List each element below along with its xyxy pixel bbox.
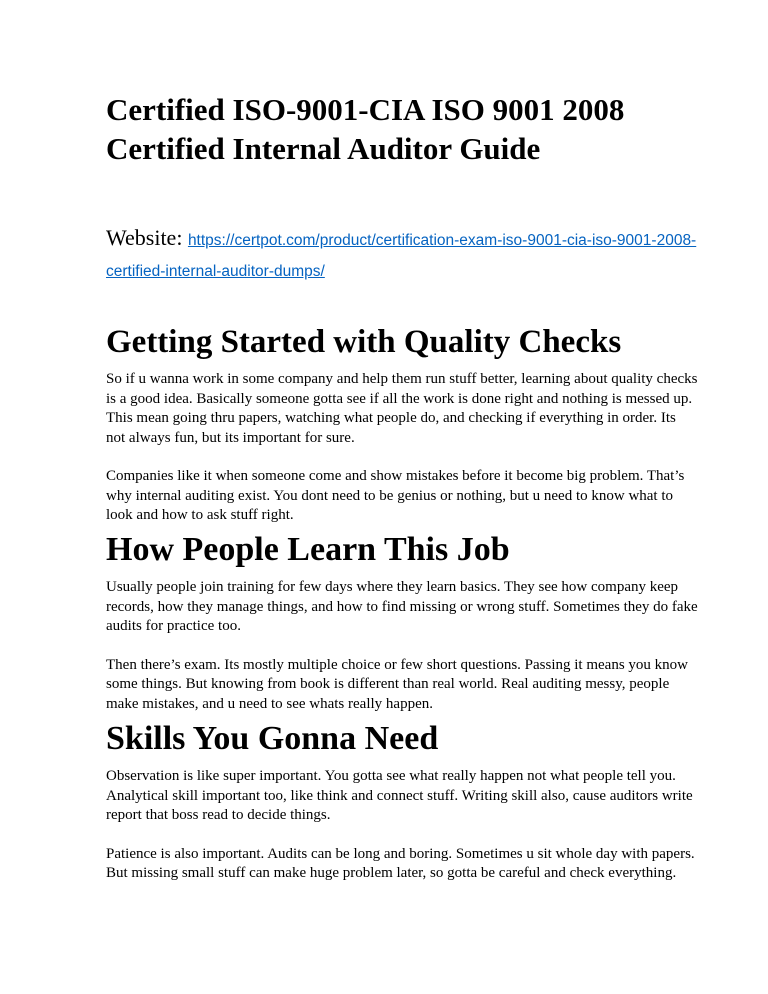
section-heading: How People Learn This Job bbox=[106, 531, 510, 568]
paragraph: Usually people join training for few days where they learn basics. They see how company keep records, how they manage things, and how to find missing or wrong stuff. Sometimes they do fake audits for practice too. bbox=[106, 579, 698, 634]
document-title: Certified ISO-9001-CIA ISO 9001 2008 Certified Internal Auditor Guide bbox=[106, 92, 625, 166]
website-link[interactable]: https://certpot.com/product/certification-exam-iso-9001-cia-iso-9001-2008-certified-internal-auditor-dumps/ bbox=[106, 232, 697, 280]
section-how-people-learn bbox=[106, 530, 698, 714]
section-skills bbox=[106, 719, 698, 884]
section-heading: Getting Started with Quality Checks bbox=[106, 324, 622, 360]
section-heading: Skills You Gonna Need bbox=[106, 720, 439, 757]
paragraph: Companies like it when someone come and show mistakes before it become big problem. That’s why internal auditing exist. You dont need to be genius or nothing, but u need to know what to look and how to ask stuff right. bbox=[106, 468, 685, 523]
website-label: Website: bbox=[106, 225, 183, 250]
paragraph: Then there’s exam. Its mostly multiple choice or few short questions. Passing it means you know some things. But knowing from book is different than real world. Real auditing messy, people make mistakes, and u need to see whats really happen. bbox=[106, 656, 688, 712]
paragraph: Observation is like super important. You gotta see what really happen not what people tell you. Analytical skill important too, like think and connect stuff. Writing skill also, cause auditors write report that boss read to decide things. bbox=[106, 768, 693, 823]
paragraph: Patience is also important. Audits can be long and boring. Sometimes u sit whole day with papers. But missing small stuff can make huge problem later, so gotta be careful and check everything. bbox=[106, 845, 695, 881]
website-line bbox=[106, 224, 698, 286]
paragraph: So if u wanna work in some company and help them run stuff better, learning about quality checks is a good idea. Basically someone gotta see if all the work is done right and nothing is messed up. This mean going thru papers, watching what people do, and checking if everything in order. Its not always fun, but its important for sure. bbox=[106, 371, 698, 446]
section-getting-started bbox=[106, 322, 698, 526]
